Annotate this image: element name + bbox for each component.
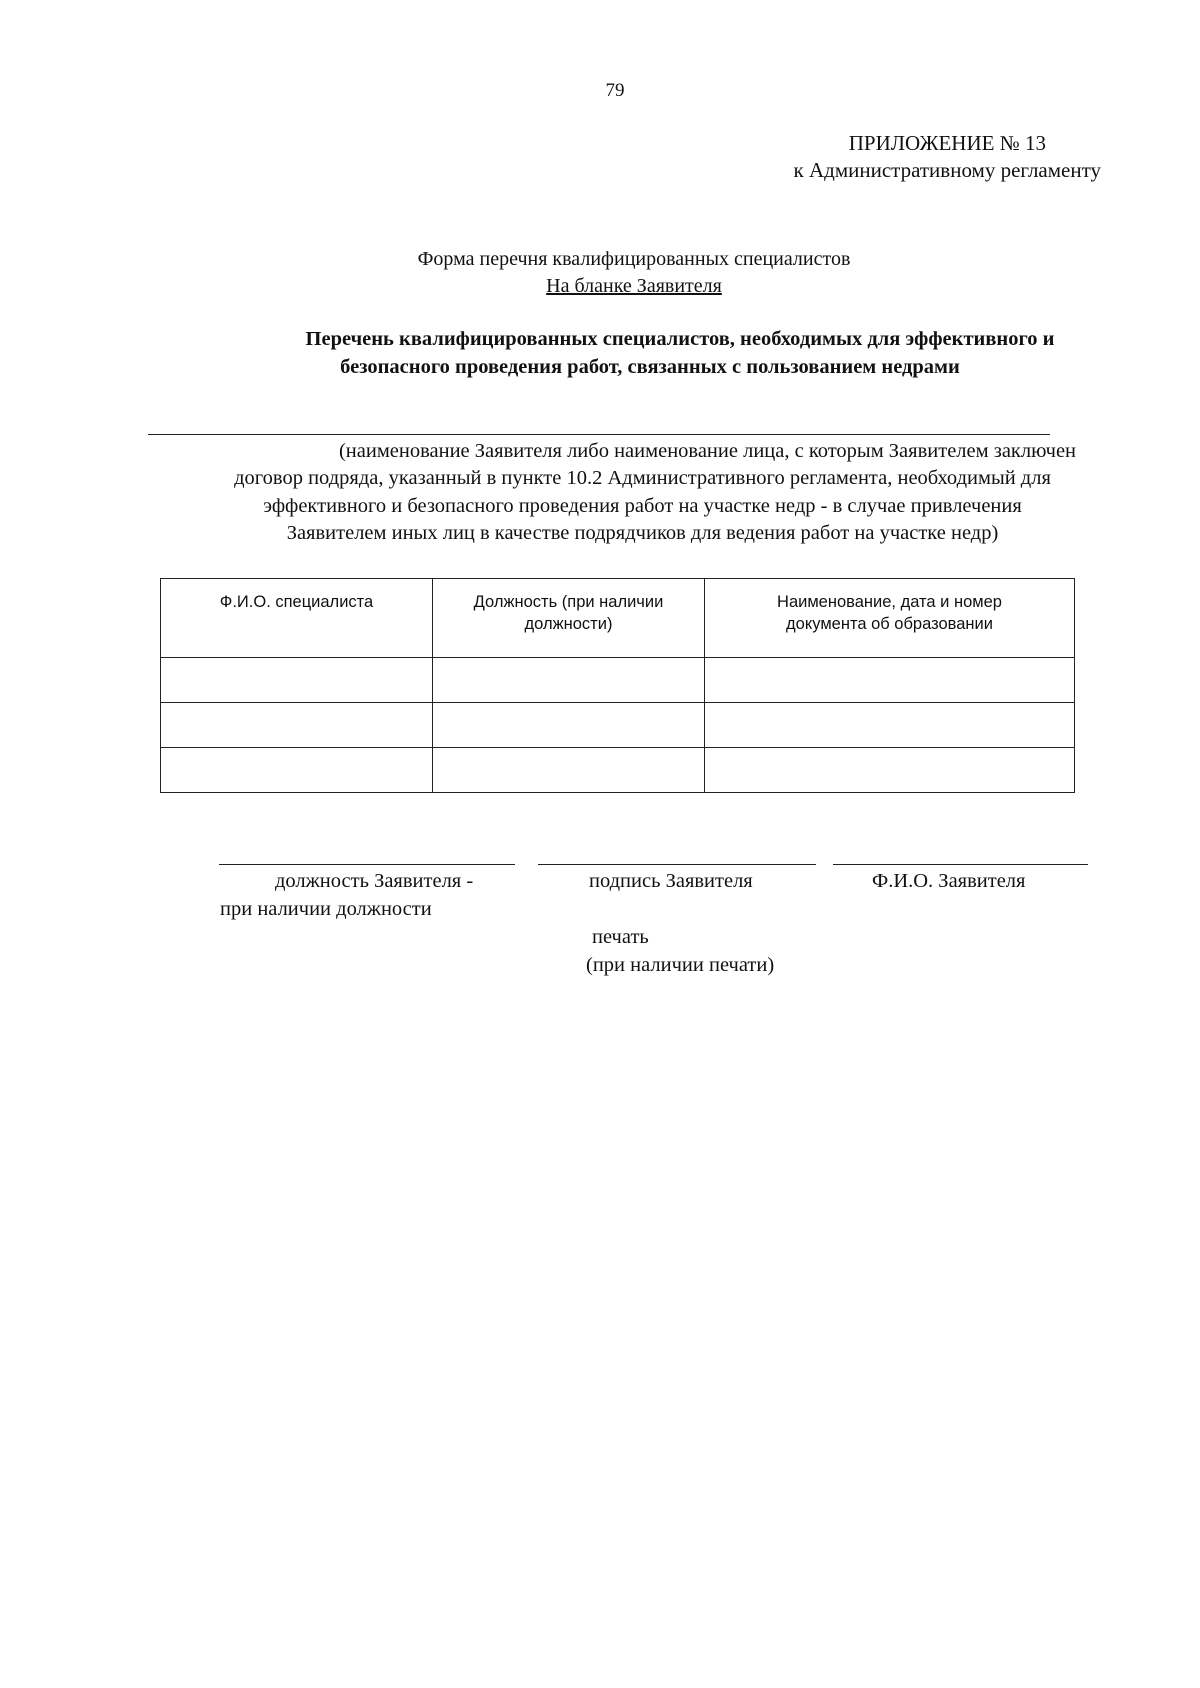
header-education-document — [705, 579, 1075, 658]
name-caption: Ф.И.О. Заявителя — [872, 870, 1026, 892]
position-signature-line — [219, 864, 515, 865]
table-row — [161, 748, 1075, 793]
caption-line4: Заявителем иных лиц в качестве подрядчиков для ведения работ на участке недр) — [286, 521, 999, 544]
document-title-line2: безопасного проведения работ, связанных с пользованием недрами — [340, 356, 960, 379]
caption-line3: эффективного и безопасного проведения работ на участке недр - в случае привлечения — [263, 494, 1022, 517]
table-header-row — [161, 579, 1075, 658]
table-cell — [705, 658, 1075, 703]
caption-line2: договор подряда, указанный в пункте 10.2 Административного регламента, необходимый для — [234, 467, 1051, 490]
table-cell — [161, 658, 433, 703]
table-cell — [433, 658, 705, 703]
table-cell — [433, 748, 705, 793]
table-cell — [161, 703, 433, 748]
letterhead-note: На бланке Заявителя — [546, 275, 722, 297]
appendix-number: ПРИЛОЖЕНИЕ № 13 — [848, 131, 1046, 155]
table-cell — [705, 703, 1075, 748]
applicant-name-caption — [150, 438, 1135, 547]
header-full-name-text: Ф.И.О. специалиста — [219, 593, 374, 611]
name-signature-line — [833, 864, 1088, 865]
signature-caption: подпись Заявителя — [589, 870, 753, 892]
table-cell — [705, 748, 1075, 793]
header-full-name — [161, 579, 433, 658]
position-caption-line2: при наличии должности — [220, 897, 432, 920]
stamp-caption — [586, 924, 774, 979]
header-education-text-line2: документа об образовании — [786, 615, 993, 634]
table-cell — [161, 748, 433, 793]
position-caption — [220, 868, 473, 923]
form-title — [0, 246, 1200, 300]
header-education-text-line1: Наименование, дата и номер — [777, 593, 1002, 611]
form-title-line: Форма перечня квалифицированных специалистов — [417, 248, 851, 270]
specialists-table — [160, 578, 1075, 793]
table-row — [161, 658, 1075, 703]
document-title — [230, 325, 1130, 382]
signature-line — [538, 864, 816, 865]
page-number: 79 — [605, 80, 625, 101]
table-cell — [433, 703, 705, 748]
appendix-reference: к Административному регламенту — [793, 158, 1101, 183]
header-position — [433, 579, 705, 658]
header-position-text-line1: Должность (при наличии — [473, 593, 664, 611]
stamp-caption-line2: (при наличии печати) — [586, 953, 775, 976]
applicant-name-blank-line — [148, 434, 1050, 435]
document-title-line1: Перечень квалифицированных специалистов, необходимых для эффективного и — [305, 328, 1055, 350]
caption-line1: (наименование Заявителя либо наименование лица, с которым Заявителем заключен — [338, 440, 1077, 462]
stamp-caption-line1: печать — [592, 926, 649, 948]
position-caption-line1: должность Заявителя - — [275, 870, 474, 892]
appendix-header — [794, 130, 1101, 185]
header-position-text-line2: должности) — [524, 615, 613, 634]
table-row — [161, 703, 1075, 748]
